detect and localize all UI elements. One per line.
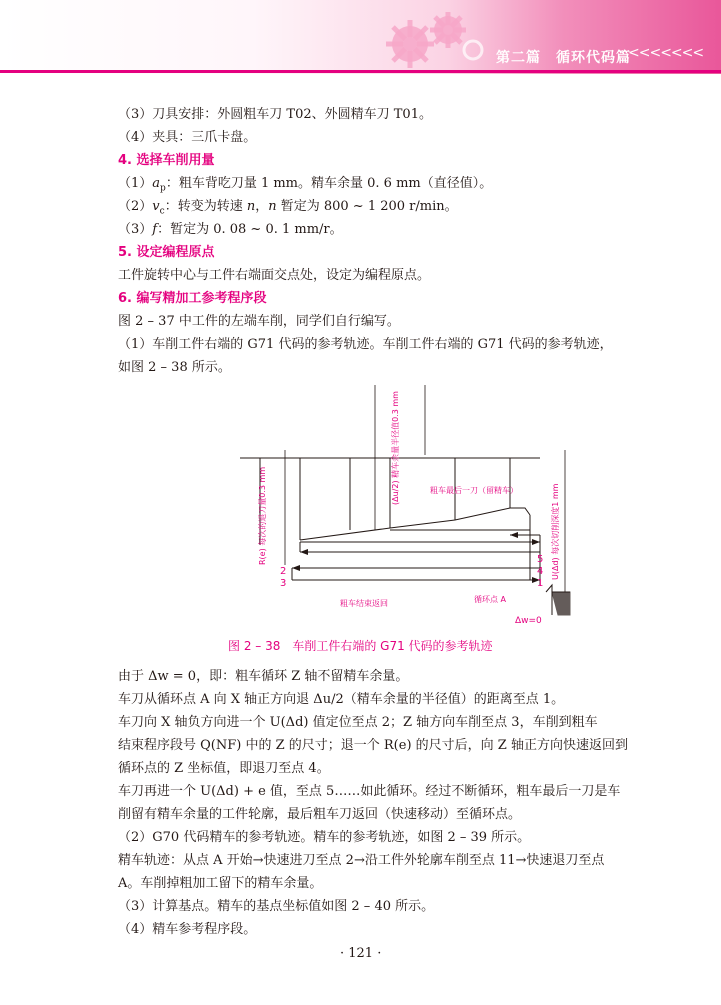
paragraph: 车刀再进一个 U(Δd) + e 值，至点 5……如此循环。经过不断循环，粗车最后一刀是车 (118, 784, 621, 799)
paragraph: A。车削掉粗加工留下的精车余量。 (118, 876, 323, 891)
section-heading: 4. 选择车削用量 (118, 153, 215, 168)
page-number: · 121 · (340, 946, 382, 961)
page-header (0, 0, 721, 74)
paragraph: （2）G70 代码精车的参考轨迹。精车的参考轨迹，如图 2 – 39 所示。 (118, 830, 531, 845)
section-heading: 5. 设定编程原点 (118, 245, 215, 260)
variable-subscript: p (160, 183, 166, 194)
paragraph: （4）精车参考程序段。 (118, 922, 257, 937)
cycle-point-label: 循环点 A (474, 595, 507, 604)
variable: n (268, 199, 277, 214)
section-heading: 6. 编写精加工参考程序段 (118, 291, 267, 306)
variable: v (152, 199, 160, 214)
point-label-1: 1 (537, 578, 544, 589)
paragraph-text: ：粗车背吃刀量 1 mm。精车余量 0. 6 mm（直径值）。 (165, 176, 493, 191)
paragraph-prefix: （3） (118, 222, 153, 237)
paragraph: 由于 Δw = 0，即：粗车循环 Z 轴不留精车余量。 (118, 669, 409, 684)
g71-trajectory-figure (240, 380, 580, 625)
last-cut-label: 粗车最后一刀（留精车） (430, 486, 518, 495)
paragraph (118, 218, 648, 241)
point-label-4: 4 (537, 566, 544, 577)
header-line (0, 70, 721, 73)
dimension-lines (285, 385, 565, 592)
paragraph: 削留有精车余量的工件轮廓，最后粗车刀返回（快速移动）至循环点。 (118, 807, 522, 822)
paragraph: （3）计算基点。精车的基点坐标值如图 2 – 40 所示。 (118, 899, 435, 914)
paragraph-text: 暂定为 800 ~ 1 200 r/min。 (276, 199, 458, 214)
point-label-5: 5 (537, 554, 544, 565)
paragraph-prefix: （2） (118, 199, 153, 214)
paragraph: 车刀从循环点 A 向 X 轴正方向退 Δu/2（精车余量的半径值）的距离至点 1。 (118, 692, 565, 707)
paragraph: 结束程序段号 Q(NF) 中的 Z 的尺寸；退一个 R(e) 的尺寸后，向 Z 轴正方向快速返回到 (118, 738, 628, 753)
point-label-3: 3 (280, 578, 287, 589)
ud-label: U(Δd) 每次切削深度1 mm (551, 483, 560, 580)
du-label: (Δu/2) 精车余量半径值0.3 mm (391, 391, 400, 505)
variable: f (152, 222, 158, 237)
variable: n (246, 199, 256, 214)
trajectory-arrowheads (292, 532, 540, 583)
gears-decoration-icon (370, 6, 490, 68)
paragraph: （3）刀具安排：外圆粗车刀 T02、外圆精车刀 T01。 (118, 107, 432, 122)
figure-caption: 图 2 – 38 车削工件右端的 G71 代码的参考轨迹 (228, 639, 493, 653)
paragraph: （1）车削工件右端的 G71 代码的参考轨迹。车削工件右端的 G71 代码的参考轨迹， (118, 337, 613, 352)
chevrons-icon: <<<<<<< (628, 45, 704, 61)
paragraph-text: ：转变为转速 (164, 199, 247, 214)
end-return-label: 粗车结束返回 (340, 599, 388, 608)
paragraph: 循环点的 Z 坐标值，即退刀至点 4。 (118, 761, 330, 776)
point-label-2: 2 (280, 566, 287, 577)
tool-icon (552, 592, 570, 615)
variable-subscript: c (159, 206, 165, 217)
paragraph: （4）夹具：三爪卡盘。 (118, 130, 257, 145)
paragraph: 精车轨迹：从点 A 开始→快速进刀至点 2→沿工件外轮廓车削至点 11→快速退刀至点 (118, 853, 605, 868)
dw-label: Δw=0 (515, 616, 542, 625)
paragraph: 图 2 – 37 中工件的左端车削，同学们自行编写。 (118, 314, 400, 329)
section-title: 第二篇 循环代码篇 (496, 50, 631, 66)
re-label: R(e) 每次的退刀量0.3 mm (258, 466, 267, 565)
paragraph-text: ：暂定为 0. 08 ~ 0. 1 mm/r。 (157, 222, 343, 237)
paragraph-prefix: （1） (118, 176, 153, 191)
variable: a (152, 176, 161, 191)
paragraph: 工件旋转中心与工件右端面交点处，设定为编程原点。 (118, 268, 431, 283)
paragraph: 如图 2 – 38 所示。 (118, 360, 231, 375)
cutting-trajectory (292, 535, 552, 615)
paragraph: 车刀向 X 轴负方向进一个 U(Δd) 值定位至点 2；Z 轴方向车削至点 3，车削到粗车 (118, 715, 598, 730)
paragraph-text: ， (255, 199, 269, 214)
